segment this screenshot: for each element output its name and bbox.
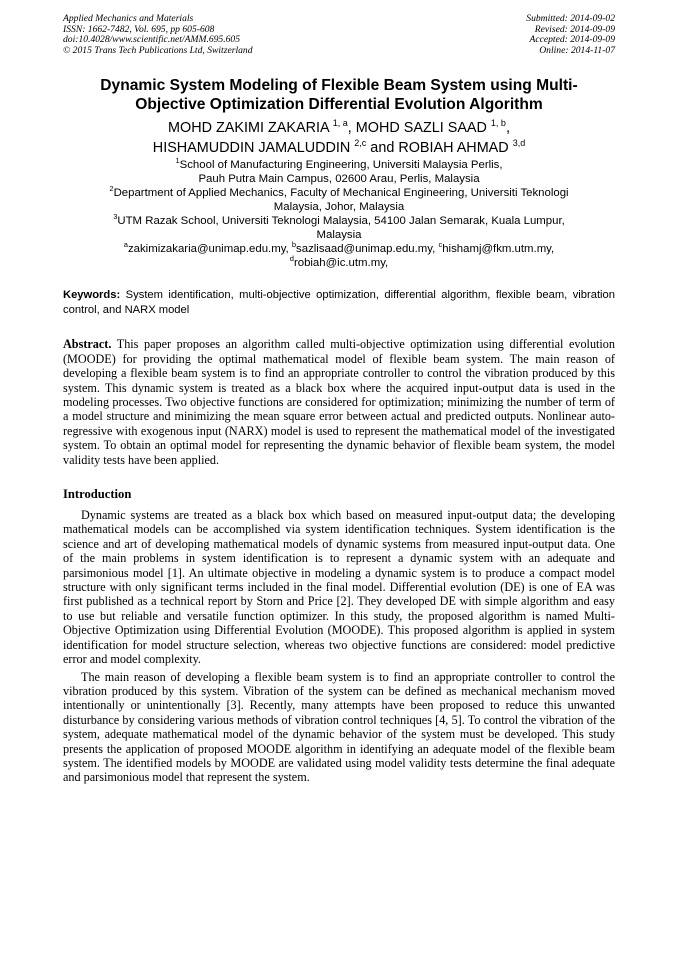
date-online: Online: 2014-11-07	[539, 44, 615, 56]
affiliation-line	[63, 214, 615, 228]
author-affiliation-mark: 2,c	[354, 138, 367, 149]
affiliation-mark: 2	[109, 184, 114, 194]
date-revised: Revised: 2014-09-09	[534, 23, 615, 35]
journal-header	[63, 14, 615, 56]
keywords-text: System identification, multi-objective optimization, differential algorithm, flexible beam, vibration control, and NARX model	[63, 289, 615, 316]
abstract-label: Abstract.	[63, 337, 112, 352]
author-conjunction: and	[366, 140, 399, 157]
author-email: robiah@ic.utm.my,	[293, 257, 389, 270]
author-affiliation-mark: 1, b	[490, 118, 506, 129]
section-heading: Introduction	[63, 487, 132, 502]
author-affiliation-mark: 1, a	[332, 118, 348, 129]
email-mark: a	[123, 240, 128, 250]
title-line: Dynamic System Modeling of Flexible Beam System using Multi-	[100, 77, 578, 95]
author-name: ROBIAH AHMAD	[398, 140, 509, 157]
affiliation-line: Pauh Putra Main Campus, 02600 Arau, Perlis, Malaysia	[198, 173, 480, 186]
author-list	[63, 118, 615, 158]
affiliation-mark: 1	[175, 156, 180, 166]
journal-issn: ISSN: 1662-7482, Vol. 695, pp 605-608	[63, 23, 215, 35]
affiliation-text: School of Manufacturing Engineering, Universiti Malaysia Perlis,	[179, 159, 503, 172]
abstract	[63, 337, 615, 467]
email-mark: b	[291, 240, 297, 250]
author-name: MOHD ZAKIMI ZAKARIA	[168, 120, 329, 137]
body-paragraph: Dynamic systems are treated as a black box which based on measured input-output data; the developing mathematical models can be accomplished via system identification techniques. System identification is the science and art of developing mathematical models of dynamic systems from measured input-output data. One of the main problems in system identification is to represent a dynamic system with an adequate and parsimonious model [1]. An ultimate objective in modeling a dynamic system is to produce a compact model structure with only significant terms included in the final model. Differential evolution (DE) is one of EA was first published as a technical report by Storn and Price [2]. They developed DE with simple algorithm and easy to use but reliable and versatile function optimizer. In this study, the proposed algorithm is named Multi-Objective Optimization using Differential Evolution (MOODE). This proposed algorithm is applied in system identification for model structure selection, whereas two objective functions are considered: model predictive error and model complexity.	[63, 508, 615, 667]
affiliation-line: Malaysia	[316, 229, 362, 242]
author-affiliation-mark: 3,d	[512, 138, 526, 149]
author-separator: ,	[347, 120, 356, 137]
title-line: Objective Optimization Differential Evolution Algorithm	[135, 96, 543, 114]
author-email: zakimizakaria@unimap.edu.my,	[127, 243, 292, 256]
submission-dates	[526, 14, 615, 56]
email-line	[63, 256, 615, 270]
affiliation-mark: 3	[113, 212, 118, 222]
affiliation-line	[63, 158, 615, 172]
journal-copyright: © 2015 Trans Tech Publications Ltd, Switzerland	[63, 44, 253, 56]
abstract-text: This paper proposes an algorithm called multi-objective optimization using differential evolution (MOODE) for providing the optimal mathematical model of flexible beam system. The main reason of developing a flexible beam system is to find an appropriate controller to control the vibration produced by this system. This dynamic system is treated as a black box where the acquired input-output data is used in the modeling processes. Two objective functions are considered for optimization; minimizing the number of term of a model structure and minimizing the mean square error between actual and predicted outputs. Nonlinear auto-regressive with exogenous input (NARX) model is used to represent the mathematical model of the investigated system. To obtain an optimal model for representing the dynamic behavior of flexible beam system, the model validity tests have been applied.	[63, 337, 615, 467]
author-email: hishamj@fkm.utm.my,	[442, 243, 555, 256]
keywords-label: Keywords:	[63, 289, 121, 302]
affiliation-text: UTM Razak School, Universiti Teknologi Malaysia, 54100 Jalan Semarak, Kuala Lumpur,	[117, 215, 565, 228]
affiliation-line	[63, 186, 615, 200]
author-name: MOHD SAZLI SAAD	[355, 120, 487, 137]
journal-info	[63, 14, 253, 56]
author-line	[63, 118, 615, 138]
body-paragraph: The main reason of developing a flexible beam system is to find an appropriate controller to control the vibration produced by this system. Vibration of the system can be defined as mechanical mechanism moved intentionally or unintentionally [3]. Recently, many attempts have been proposed to reduce this unwanted disturbance by considering various methods of vibration control techniques [4, 5]. To control the vibration of the system, adequate mathematical model of the dynamic behavior of the system must be developed. This study presents the application of proposed MOODE algorithm in identifying an adequate model of the flexible beam system. The identified models by MOODE are validated using model validity tests determine the final adequate and parsimonious model that represent the system.	[63, 669, 615, 785]
author-name: HISHAMUDDIN JAMALUDDIN	[152, 140, 351, 157]
date-submitted: Submitted: 2014-09-02	[526, 13, 615, 24]
email-line	[63, 242, 615, 256]
date-accepted: Accepted: 2014-09-09	[529, 34, 615, 46]
paper-page	[63, 14, 615, 785]
affiliation-text: Department of Applied Mechanics, Faculty of Mechanical Engineering, Universiti Teknologi	[113, 187, 569, 200]
email-mark: c	[438, 240, 443, 250]
affiliations	[63, 158, 615, 270]
journal-doi: doi:10.4028/www.scientific.net/AMM.695.605	[63, 34, 241, 46]
author-line	[63, 138, 615, 158]
author-separator: ,	[505, 120, 510, 137]
paper-title	[63, 76, 615, 114]
affiliation-line: Malaysia, Johor, Malaysia	[273, 201, 405, 214]
email-mark: d	[289, 254, 294, 264]
keywords	[63, 288, 615, 317]
journal-name: Applied Mechanics and Materials	[63, 13, 194, 24]
author-email: sazlisaad@unimap.edu.my,	[296, 243, 439, 256]
